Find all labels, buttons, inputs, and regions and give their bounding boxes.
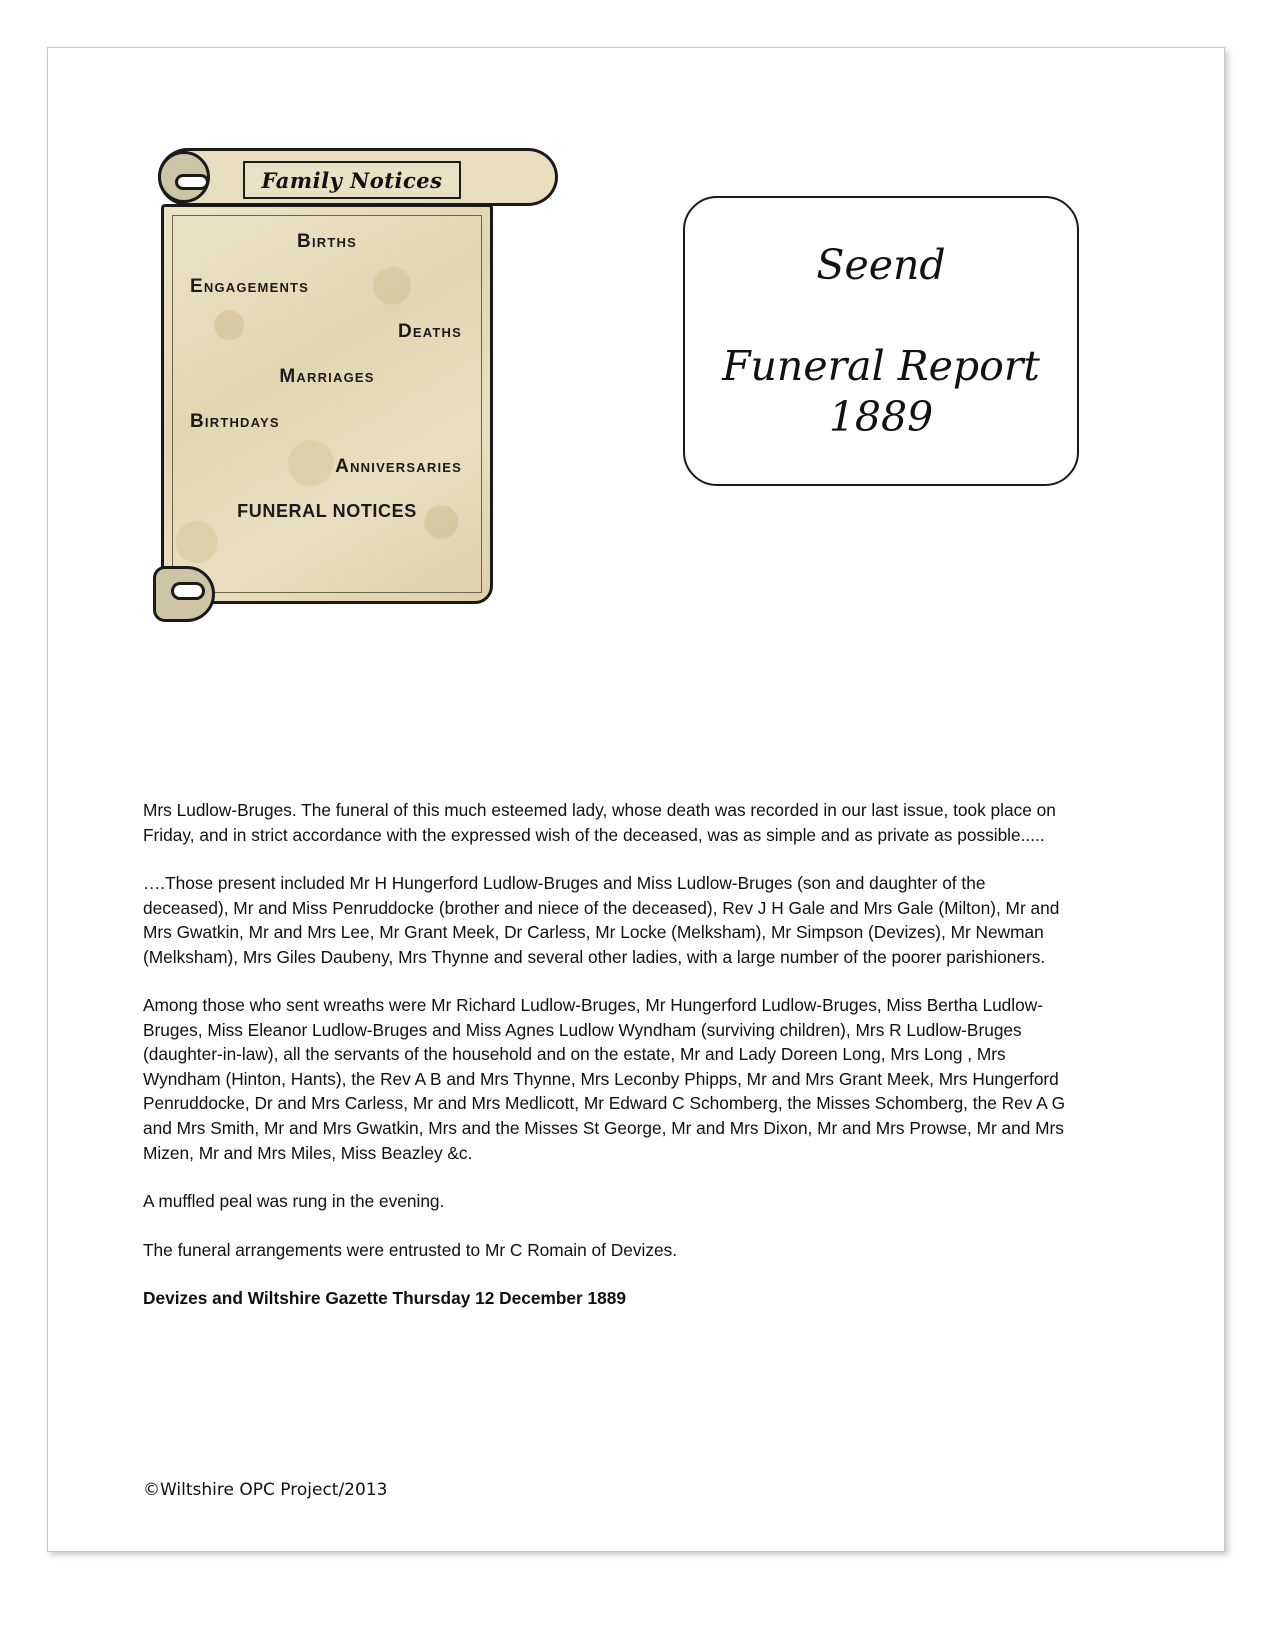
notice-type-anniversaries: Anniversaries bbox=[335, 456, 462, 477]
notice-type-funeral-notices: FUNERAL NOTICES bbox=[237, 501, 417, 521]
document-page bbox=[47, 47, 1225, 1552]
report-year: 1889 bbox=[828, 393, 934, 442]
notice-type-engagements: Engagements bbox=[190, 276, 310, 297]
report-subject: Funeral Report bbox=[722, 342, 1040, 391]
scroll-top-curl-icon bbox=[158, 151, 210, 203]
scroll-top-roll bbox=[158, 148, 558, 206]
copyright-footer: ©Wiltshire OPC Project/2013 bbox=[143, 1480, 388, 1500]
scroll-top-curl-inner-icon bbox=[175, 174, 209, 190]
notice-type-births: Births bbox=[297, 231, 357, 252]
scroll-bottom-curl-inner-icon bbox=[171, 582, 205, 600]
scroll-header-label-box bbox=[243, 161, 461, 199]
family-notices-scroll-graphic bbox=[153, 148, 623, 668]
notice-types-list bbox=[180, 225, 474, 522]
scroll-parchment-body bbox=[161, 204, 493, 604]
report-place: Seend bbox=[816, 241, 946, 289]
article-paragraph-1: Mrs Ludlow-Bruges. The funeral of this much esteemed lady, whose death was recorded in our last issue, took place on Friday, and in strict accordance with the expressed wish of the deceased, was as simple and as private as possible..... bbox=[143, 800, 1056, 845]
scroll-header-label: Family Notices bbox=[261, 167, 443, 193]
article-paragraph-3: Among those who sent wreaths were Mr Richard Ludlow-Bruges, Mr Hungerford Ludlow-Bruges, Miss Bertha Ludlow-Bruges, Miss Eleanor Ludlow-Bruges and Miss Agnes Ludlow Wyndham (surviving children), Mrs R Ludlow-Bruges (daughter-in-law), all the servants of the household and on the estate, Mr and Lady Doreen Long, Mrs Long , Mrs Wyndham (Hinton, Hants), the Rev A B and Mrs Thynne, Mrs Leconby Phipps, Mr and Mrs Grant Meek, Mrs Hungerford Penruddocke, Dr and Mrs Carless, Mr and Mrs Medlicott, Mr Edward C Schomberg, the Misses Schomberg, the Rev A G and Mrs Smith, Mr and Mrs Gwatkin, Mrs and the Misses St George, Mr and Mrs Dixon, Mr and Mrs Prowse, Mr and Mrs Mizen, Mr and Mrs Miles, Miss Beazley &c. bbox=[143, 995, 1066, 1163]
notice-type-deaths: Deaths bbox=[397, 321, 462, 342]
report-title-box bbox=[683, 196, 1079, 486]
notice-type-birthdays: Birthdays bbox=[190, 411, 280, 432]
notice-type-marriages: Marriages bbox=[279, 366, 375, 387]
article-body bbox=[143, 798, 1073, 1335]
source-credit: Devizes and Wiltshire Gazette Thursday 12 December 1889 bbox=[143, 1288, 626, 1309]
article-paragraph-4: A muffled peal was rung in the evening. bbox=[143, 1191, 445, 1212]
article-paragraph-2: ….Those present included Mr H Hungerford Ludlow-Bruges and Miss Ludlow-Bruges (son and daughter of the deceased), Mr and Miss Penruddocke (brother and niece of the deceased), Rev J H Gale and Mrs Gale (Milton), Mr and Mrs Gwatkin, Mr and Mrs Lee, Mr Grant Meek, Dr Carless, Mr Locke (Melksham), Mr Simpson (Devizes), Mr Newman (Melksham), Mrs Giles Daubeny, Mrs Thynne and several other ladies, with a large number of the poorer parishioners. bbox=[143, 873, 1060, 967]
article-paragraph-5: The funeral arrangements were entrusted to Mr C Romain of Devizes. bbox=[143, 1239, 678, 1260]
